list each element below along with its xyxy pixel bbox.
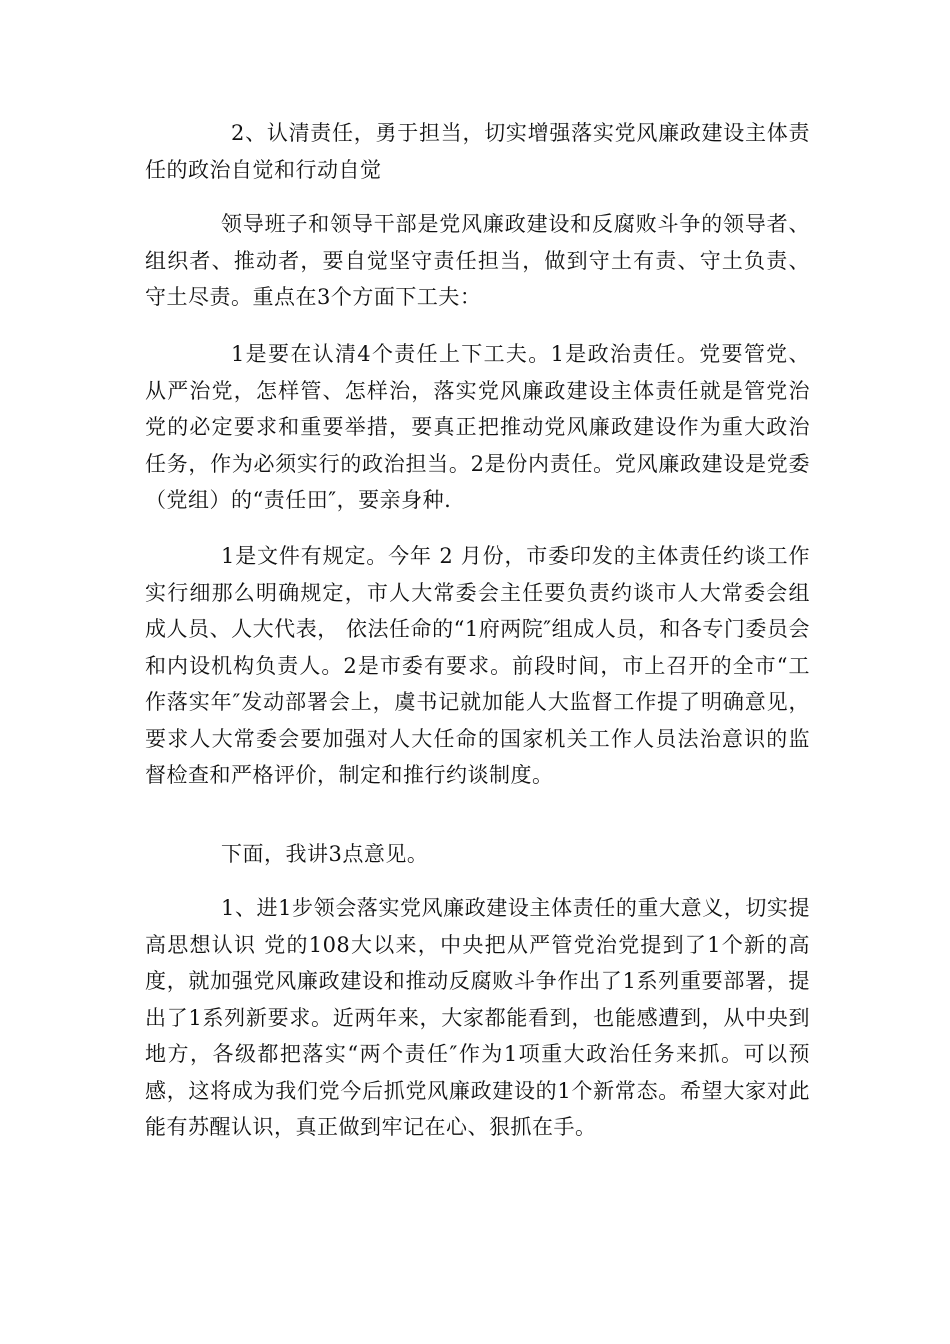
paragraph-three-points: 下面，我讲3点意见。	[221, 842, 429, 866]
paragraph-section-heading: 2、认清责任，勇于担当，切实增强落实党风廉政建设主体责任的政治自觉和行动自觉	[145, 121, 810, 182]
paragraph-leadership-responsibility: 领导班子和领导干部是党风廉政建设和反腐败斗争的领导者、组织者、推动者，要自觉坚守责任担当，做到守土有责、守土负责、守土尽责。重点在3个方面下工夫：	[145, 212, 810, 309]
paragraph-regulations: 1是文件有规定。今年 2 月份，市委印发的主体责任约谈工作实行细那么明确规定，市人大常委会主任要负责约谈市人大常委会组成人员、人大代表， 依法任命的“1府两院″组成人员，和各专门委员会和内设机构负责人。2是市委有要求。前段时间，市上召开的全市“工作落实年″发动部署会上，虞书记就加能人大监督工作提了明确意见，要求人大常委会要加强对人大任命的国家机关工作人员法治意识的监督检查和严格评价，制定和推行约谈制度。	[145, 544, 810, 787]
paragraph-four-responsibilities: 1是要在认清4个责任上下工夫。1是政治责任。党要管党、从严治党，怎样管、怎样治，落实党风廉政建设主体责任就是管党治党的必定要求和重要举措，要真正把推动党风廉政建设作为重大政治任务，作为必须实行的政治担当。2是份内责任。党风廉政建设是党委（党组）的“责任田″，要亲身种.	[145, 342, 810, 512]
paragraph-significance: 1、进1步领会落实党风廉政建设主体责任的重大意义，切实提高思想认识 党的108大以来，中央把从严管党治党提到了1个新的高度，就加强党风廉政建设和推动反腐败斗争作出了1系列重要部署，提出了1系列新要求。近两年来，大家都能看到，也能感遭到，从中央到地方，各级都把落实“两个责任″作为1项重大政治任务来抓。可以预感，这将成为我们党今后抓党风廉政建设的1个新常态。希望大家对此能有苏醒认识，真正做到牢记在心、狠抓在手。	[145, 896, 810, 1139]
